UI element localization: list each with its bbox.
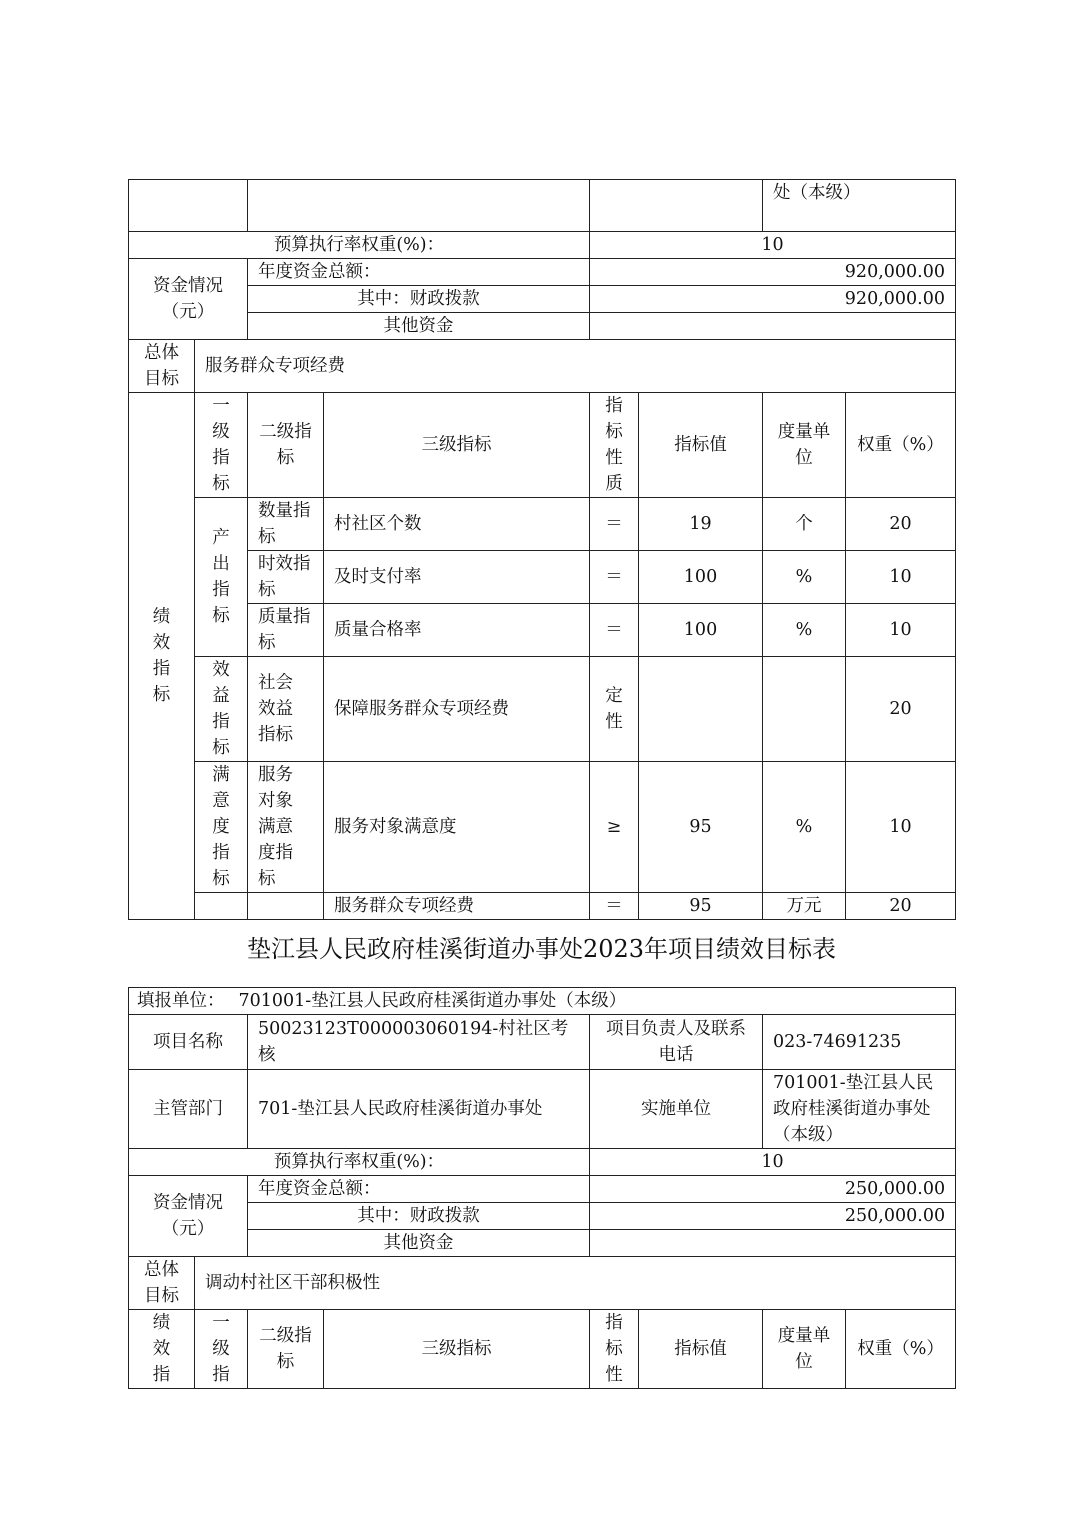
table-title: 垫江县人民政府桂溪街道办事处2023年项目绩效目标表 bbox=[246, 935, 837, 963]
budget-weight-label: 预算执行率权重(%)： bbox=[129, 1149, 590, 1176]
header-weight: 权重（%） bbox=[846, 1310, 956, 1389]
overall-goal-label: 总体目标 bbox=[129, 340, 195, 393]
row-level3: 质量合格率 bbox=[324, 604, 590, 657]
dept-value: 701-垫江县人民政府桂溪街道办事处 bbox=[248, 1070, 590, 1149]
fiscal-value: 920,000.00 bbox=[590, 286, 956, 313]
header-level2: 二级指标 bbox=[248, 393, 324, 498]
row-level2 bbox=[248, 893, 324, 920]
row-level3: 村社区个数 bbox=[324, 498, 590, 551]
row-unit: % bbox=[763, 762, 846, 893]
dept-label: 主管部门 bbox=[129, 1070, 248, 1149]
group-output: 产出指标 bbox=[195, 498, 248, 657]
row-unit: % bbox=[763, 604, 846, 657]
other-funds-value bbox=[590, 313, 956, 340]
perf-indicator-label: 绩效指 bbox=[129, 1310, 195, 1389]
fill-unit-label: 填报单位： bbox=[137, 991, 225, 1011]
header-unit: 度量单位 bbox=[763, 1310, 846, 1389]
group-satisfaction: 满意度指标 bbox=[195, 762, 248, 893]
annual-total-label: 年度资金总额： bbox=[248, 1176, 590, 1203]
row-weight: 10 bbox=[846, 762, 956, 893]
row-value: 19 bbox=[639, 498, 763, 551]
row-level2: 质量指标 bbox=[248, 604, 324, 657]
row-weight: 20 bbox=[846, 657, 956, 762]
empty-cell bbox=[195, 893, 248, 920]
other-funds-value bbox=[590, 1230, 956, 1257]
header-value: 指标值 bbox=[639, 1310, 763, 1389]
funds-label: 资金情况（元） bbox=[129, 1176, 248, 1257]
row-nature: ＝ bbox=[590, 551, 639, 604]
cont-cell-1 bbox=[129, 180, 248, 232]
row-value: 95 bbox=[639, 762, 763, 893]
row-unit: 万元 bbox=[763, 893, 846, 920]
header-nature: 指标性 bbox=[590, 1310, 639, 1389]
overall-goal-label: 总体目标 bbox=[129, 1257, 195, 1310]
annual-total-label: 年度资金总额： bbox=[248, 259, 590, 286]
fiscal-label: 其中：财政拨款 bbox=[248, 1203, 590, 1230]
row-level3: 服务对象满意度 bbox=[324, 762, 590, 893]
budget-weight-label: 预算执行率权重(%)： bbox=[129, 232, 590, 259]
impl-label: 实施单位 bbox=[590, 1070, 763, 1149]
row-level3: 及时支付率 bbox=[324, 551, 590, 604]
funds-label: 资金情况（元） bbox=[129, 259, 248, 340]
fill-unit-value: 701001-垫江县人民政府桂溪街道办事处（本级） bbox=[238, 991, 627, 1011]
other-funds-label: 其他资金 bbox=[248, 1230, 590, 1257]
row-nature: 定性 bbox=[590, 657, 639, 762]
header-level3: 三级指标 bbox=[324, 1310, 590, 1389]
impl-value: 701001-垫江县人民政府桂溪街道办事处（本级） bbox=[763, 1070, 956, 1149]
cont-cell-3 bbox=[590, 180, 763, 232]
row-weight: 10 bbox=[846, 604, 956, 657]
row-value: 100 bbox=[639, 604, 763, 657]
manager-label: 项目负责人及联系电话 bbox=[590, 1015, 763, 1070]
project-name-label: 项目名称 bbox=[129, 1015, 248, 1070]
header-value: 指标值 bbox=[639, 393, 763, 498]
other-funds-label: 其他资金 bbox=[248, 313, 590, 340]
overall-goal-text: 服务群众专项经费 bbox=[195, 340, 956, 393]
budget-weight-value: 10 bbox=[590, 232, 956, 259]
header-level1: 一级指标 bbox=[195, 393, 248, 498]
header-level3: 三级指标 bbox=[324, 393, 590, 498]
row-nature: ≥ bbox=[590, 762, 639, 893]
row-nature: ＝ bbox=[590, 893, 639, 920]
row-value: 100 bbox=[639, 551, 763, 604]
cont-implement-unit: 处（本级） bbox=[763, 180, 956, 232]
row-unit: 个 bbox=[763, 498, 846, 551]
row-level3: 保障服务群众专项经费 bbox=[324, 657, 590, 762]
perf-indicator-label: 绩效指标 bbox=[129, 393, 195, 920]
row-nature: ＝ bbox=[590, 498, 639, 551]
fill-unit bbox=[129, 988, 956, 1015]
header-nature: 指标性质 bbox=[590, 393, 639, 498]
project-name-value: 50023123T000003060194-村社区考核 bbox=[248, 1015, 590, 1070]
fiscal-label: 其中：财政拨款 bbox=[248, 286, 590, 313]
manager-value: 023-74691235 bbox=[763, 1015, 956, 1070]
row-weight: 10 bbox=[846, 551, 956, 604]
fiscal-value: 250,000.00 bbox=[590, 1203, 956, 1230]
row-level2: 时效指标 bbox=[248, 551, 324, 604]
annual-total-value: 920,000.00 bbox=[590, 259, 956, 286]
row-nature: ＝ bbox=[590, 604, 639, 657]
annual-total-value: 250,000.00 bbox=[590, 1176, 956, 1203]
performance-table-2 bbox=[128, 987, 956, 1389]
cont-cell-2 bbox=[248, 180, 590, 232]
row-value: 95 bbox=[639, 893, 763, 920]
performance-table-1 bbox=[128, 179, 956, 920]
row-level2: 社会效益指标 bbox=[248, 657, 324, 762]
row-level2: 数量指标 bbox=[248, 498, 324, 551]
header-level2: 二级指标 bbox=[248, 1310, 324, 1389]
row-weight: 20 bbox=[846, 498, 956, 551]
header-weight: 权重（%） bbox=[846, 393, 956, 498]
row-level2: 服务对象满意度指标 bbox=[248, 762, 324, 893]
row-value bbox=[639, 657, 763, 762]
header-level1: 一级指 bbox=[195, 1310, 248, 1389]
overall-goal-text: 调动村社区干部积极性 bbox=[195, 1257, 956, 1310]
group-benefit: 效益指标 bbox=[195, 657, 248, 762]
row-unit bbox=[763, 657, 846, 762]
row-unit: % bbox=[763, 551, 846, 604]
row-level3: 服务群众专项经费 bbox=[324, 893, 590, 920]
header-unit: 度量单位 bbox=[763, 393, 846, 498]
budget-weight-value: 10 bbox=[590, 1149, 956, 1176]
row-weight: 20 bbox=[846, 893, 956, 920]
